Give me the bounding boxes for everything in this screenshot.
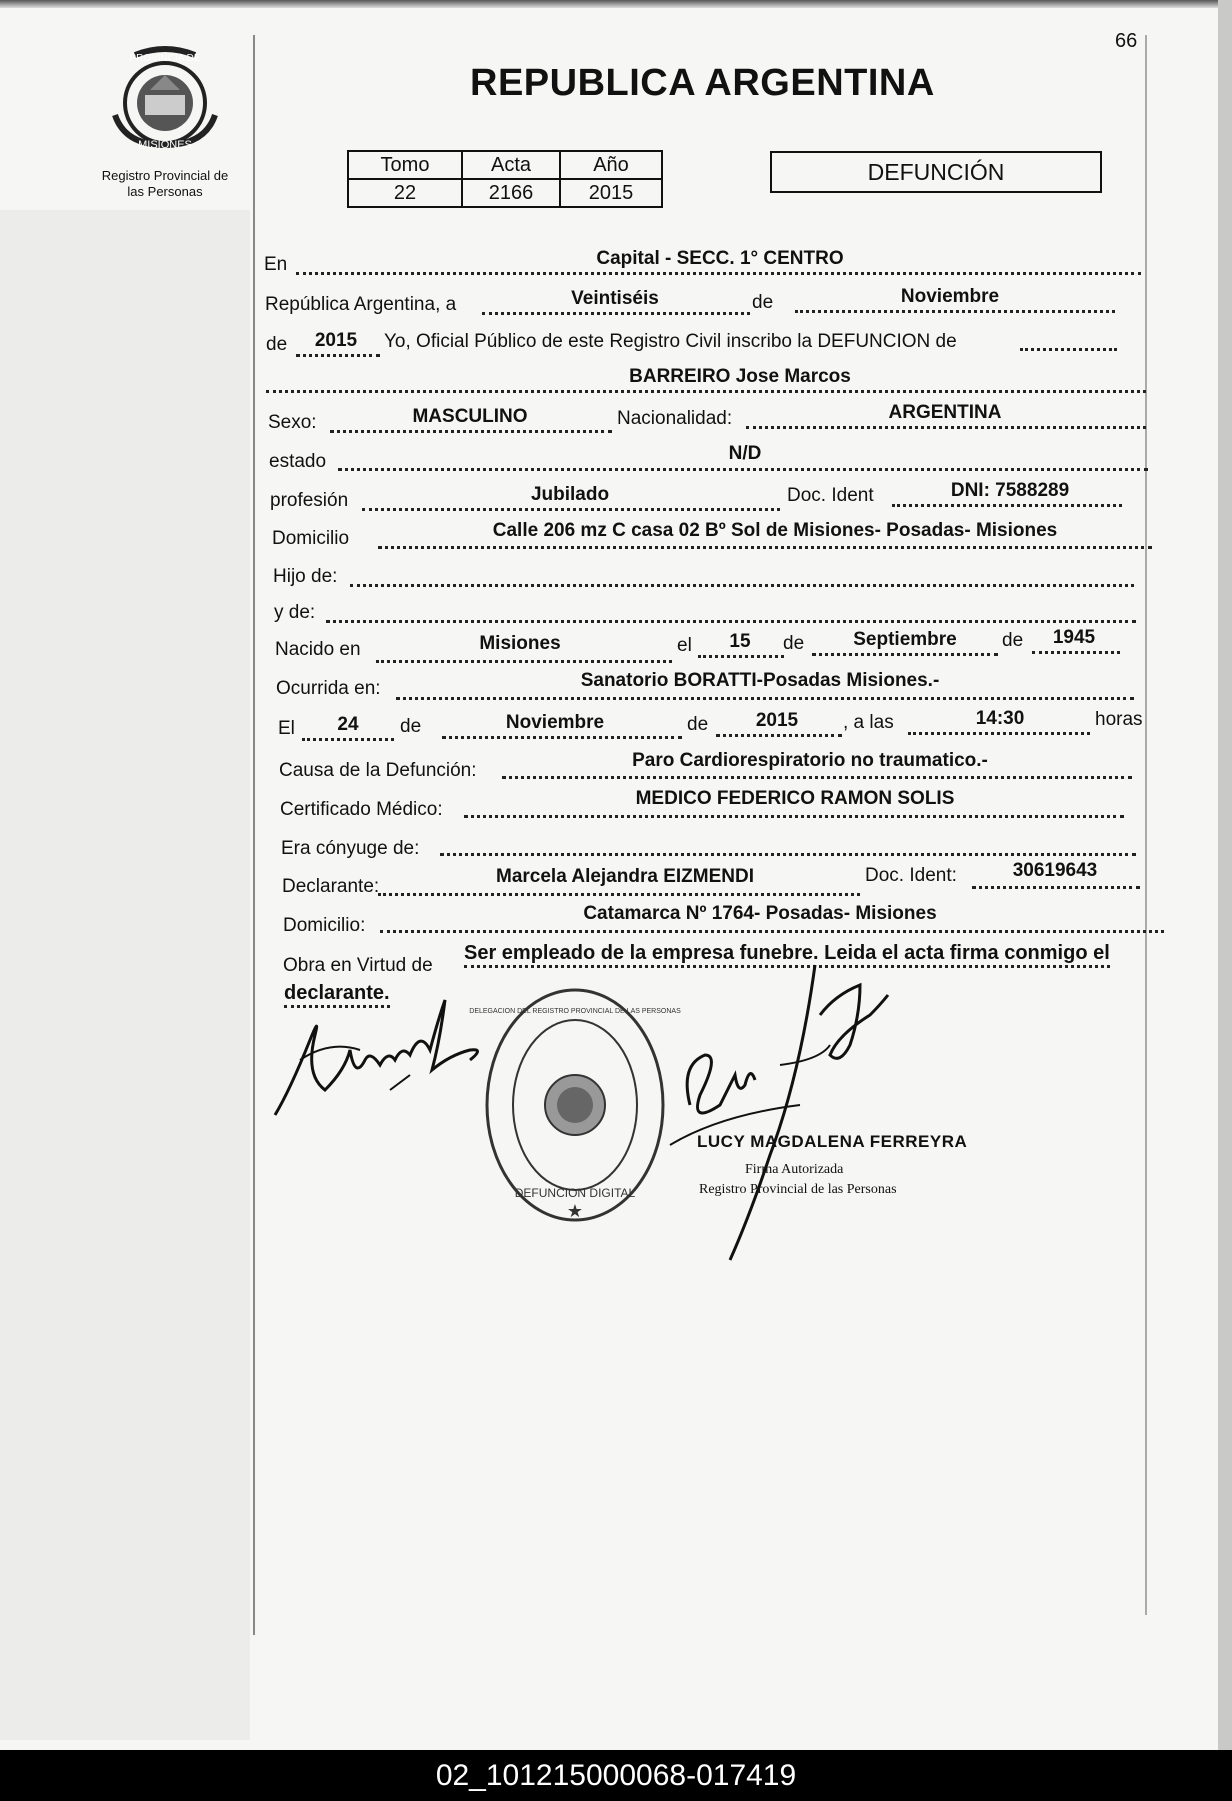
def-de1: de [400,716,422,737]
def-time-dots [908,732,1090,735]
nacido-dots [376,660,672,663]
domicilio-label: Domicilio [272,528,350,549]
profesion-label: profesión [270,490,349,511]
province-seal-icon [105,45,225,155]
sexo-value: MASCULINO [412,406,528,427]
left-margin-line [253,35,255,1635]
oficial-dots [1020,348,1117,351]
def-month-dots [442,736,682,739]
day-dots [482,312,750,315]
profesion-value: Jubilado [530,484,610,505]
nac-day-dots [698,655,784,658]
conyuge-dots [440,853,1136,856]
def-day-dots [302,738,394,741]
domicilio2-dots [380,930,1164,933]
logo-top-text: PROVINCIA DE [129,53,201,64]
doc2-dots [972,886,1140,889]
def-year-dots [716,734,842,737]
horas-label: horas [1095,709,1143,730]
page-margin-shadow [0,210,250,1740]
declarante-value: Marcela Alejandra EIZMENDI [496,866,754,887]
nacido-value: Misiones [479,633,561,654]
registry-label [85,168,245,200]
hijo-dots [350,584,1134,587]
ocurrida-value: Sanatorio BORATTI-Posadas Misiones.- [580,670,940,691]
top-edge [0,0,1232,8]
alas-label: , a las [843,712,894,733]
nacionalidad-dots [746,426,1146,429]
month-value: Noviembre [900,286,1000,307]
document-title: REPUBLICA ARGENTINA [470,62,935,104]
official-org: Registro Provincial de las Personas [699,1182,897,1197]
nac-year-dots [1032,651,1120,654]
obra-value-line2: declarante. [284,982,390,1008]
nac-month-dots [812,653,998,656]
day-value: Veintiséis [571,288,659,309]
profesion-dots [362,508,780,511]
year-dots [296,354,380,357]
official-name: LUCY MAGDALENA FERREYRA [697,1132,968,1151]
republica-label: República Argentina, a [265,294,457,315]
obra-label: Obra en Virtud de [283,955,433,976]
ano-value: 2015 [560,179,662,207]
nac-day: 15 [729,631,751,652]
def-year: 2015 [755,710,799,731]
oficial-text: Yo, Oficial Público de este Registro Civil inscribo la DEFUNCION de [384,331,957,352]
doc-label: Doc. Ident [787,485,874,506]
def-de2: de [687,714,709,735]
stamp-inner-text: DEFUNCION DIGITAL [514,1186,636,1200]
month-dots [795,310,1115,313]
declarante-label: Declarante: [282,876,380,897]
causa-label: Causa de la Defunción: [279,760,477,781]
registry-line1: Registro Provincial de [101,168,229,183]
yde-dots [326,620,1136,623]
certificado-dots [464,815,1124,818]
nacionalidad-label: Nacionalidad: [617,408,733,429]
nac-month: Septiembre [853,629,957,650]
right-edge [1218,0,1232,1750]
estado-value: N/D [728,443,762,464]
nac-de1: de [783,633,805,654]
year-de-label: de [266,334,288,355]
def-month: Noviembre [505,712,605,733]
registry-line2: las Personas [127,184,203,199]
ano-label: Año [560,151,662,179]
en-value: Capital - SECC. 1° CENTRO [596,248,844,269]
en-label: En [264,254,288,275]
def-time: 14:30 [975,708,1025,729]
domicilio-dots [378,546,1152,549]
deceased-name: BARREIRO Jose Marcos [629,366,851,387]
tomo-value: 22 [348,179,462,207]
certificado-label: Certificado Médico: [280,799,443,820]
official-signature [660,955,910,1265]
nac-de2: de [1002,630,1024,651]
domicilio-value: Calle 206 mz C casa 02 Bº Sol de Misiones- Posadas- Misiones [492,520,1058,541]
def-day: 24 [337,714,359,735]
causa-value: Paro Cardiorespiratorio no traumatico.- [632,750,988,771]
record-table [347,150,663,208]
conyuge-label: Era cónyuge de: [281,838,420,859]
svg-text:★: ★ [566,1201,584,1221]
sexo-label: Sexo: [268,412,317,433]
nacionalidad-value: ARGENTINA [888,402,1002,423]
record-type-box: DEFUNCIÓN [770,151,1102,193]
page-number: 66 [1115,30,1138,52]
doc2-value: 30619643 [1012,860,1098,881]
name-dots [266,390,1146,393]
sexo-dots [330,430,612,433]
doc-dots [892,504,1122,507]
el2-label: El [278,718,295,739]
right-margin-line [1145,35,1147,1615]
en-dots [296,272,1141,275]
nacido-label: Nacido en [275,639,361,660]
acta-label: Acta [462,151,560,179]
domicilio2-label: Domicilio: [283,915,366,936]
stamp-ring-text: DELEGACION DEL REGISTRO PROVINCIAL DE LAS PERSONAS [469,1008,681,1015]
footer-code: 02_101215000068-017419 [0,1750,1232,1801]
hijo-label: Hijo de: [273,566,338,587]
acta-value: 2166 [462,179,560,207]
declarante-dots [378,893,860,896]
el-label: el [677,635,692,656]
nac-year: 1945 [1052,627,1096,648]
causa-dots [502,776,1132,779]
declarant-signature [270,980,500,1120]
official-role: Firma Autorizada [745,1162,844,1177]
official-stamp [469,985,681,1225]
doc2-label: Doc. Ident: [865,865,957,886]
tomo-label: Tomo [348,151,462,179]
logo-bottom-text: MISIONES [138,139,192,151]
de-label: de [752,292,774,313]
ocurrida-dots [396,697,1134,700]
ocurrida-label: Ocurrida en: [276,678,381,699]
obra-value-line1: Ser empleado de la empresa funebre. Leida el acta firma conmigo el [464,942,1110,968]
year-value: 2015 [314,330,358,351]
certificado-value: MEDICO FEDERICO RAMON SOLIS [635,788,955,809]
yde-label: y de: [274,602,316,623]
domicilio2-value: Catamarca Nº 1764- Posadas- Misiones [583,903,937,924]
doc-value: DNI: 7588289 [950,480,1070,501]
estado-dots [338,468,1148,471]
estado-label: estado [269,451,327,472]
